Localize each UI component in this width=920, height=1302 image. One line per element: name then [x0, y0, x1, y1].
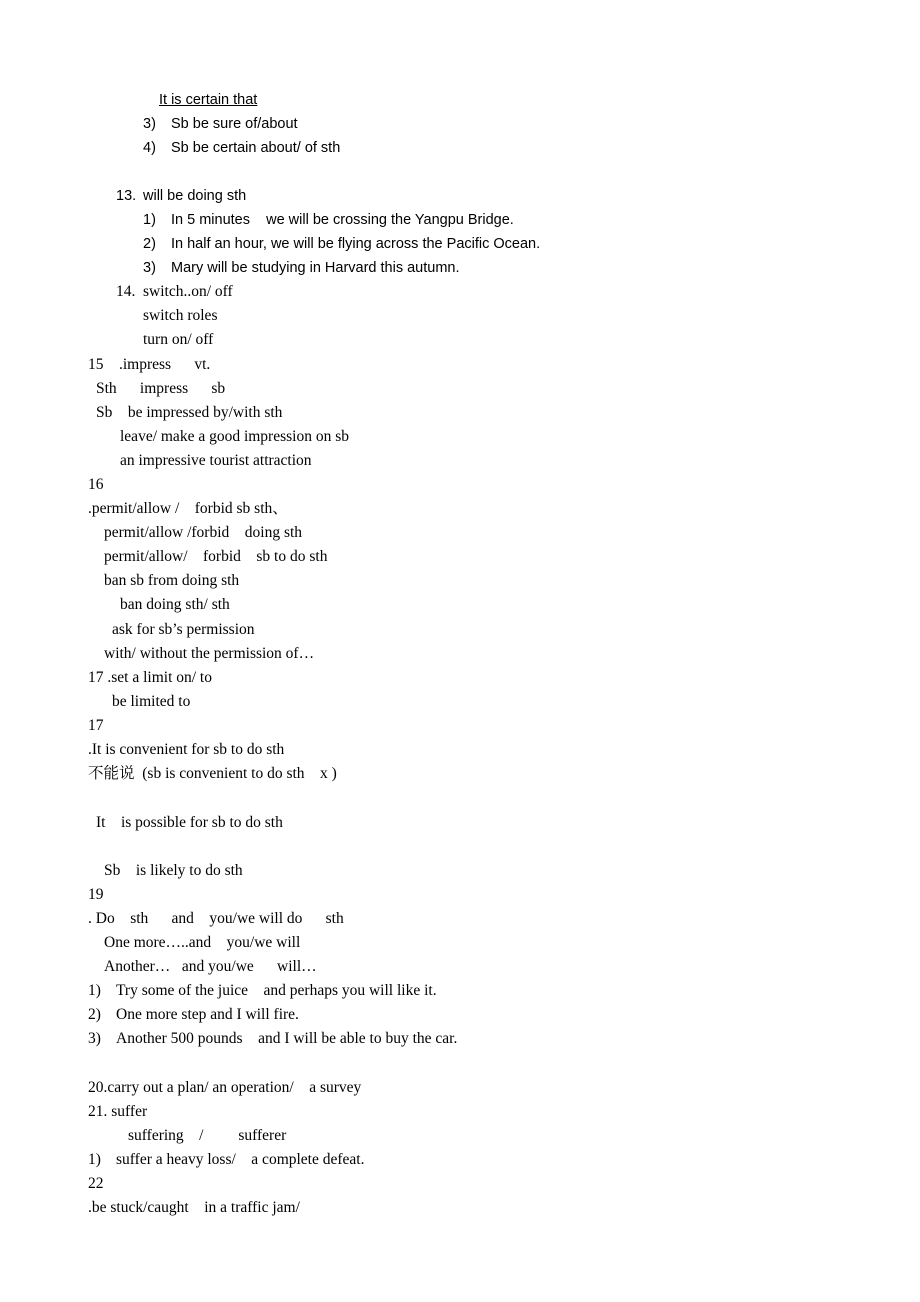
list-number: 1) — [88, 982, 101, 999]
text-line: One more…..and you/we will — [104, 934, 301, 951]
section-title: 21. suffer — [88, 1103, 148, 1120]
section-number: 22 — [88, 1175, 104, 1192]
list-item: Sb be certain about/ of sth — [171, 140, 341, 156]
list-number: 3) — [143, 260, 156, 276]
list-number: 1) — [88, 1151, 101, 1168]
text-line: permit/allow/ forbid sb to do sth — [104, 548, 328, 565]
section-number: 14. — [116, 283, 136, 300]
list-number: 3) — [88, 1030, 101, 1047]
list-item: One more step and I will fire. — [116, 1006, 299, 1023]
list-number: 1) — [143, 212, 156, 228]
text-line: It is possible for sb to do sth — [96, 814, 283, 831]
text-line: ask for sb’s permission — [112, 621, 255, 638]
list-number: 4) — [143, 140, 156, 156]
text-line: with/ without the permission of… — [104, 645, 315, 662]
text-line: be limited to — [112, 693, 191, 710]
section-title: .It is convenient for sb to do sth — [88, 741, 285, 758]
list-item: Try some of the juice and perhaps you will like it. — [116, 982, 437, 999]
list-item: Sb be sure of/about — [171, 116, 298, 132]
section-title: .permit/allow / forbid sb sth、 — [88, 500, 288, 517]
text-line: Sth impress sb — [96, 380, 226, 397]
section-number: 16 — [88, 476, 104, 493]
list-item: suffer a heavy loss/ a complete defeat. — [116, 1151, 365, 1168]
text-line: Sb is likely to do sth — [104, 862, 243, 879]
heading-it-is-certain: It is certain that — [159, 92, 258, 108]
section-number: 17 — [88, 717, 104, 734]
text-line: switch roles — [143, 307, 218, 324]
list-number: 3) — [143, 116, 156, 132]
text-line: leave/ make a good impression on sb — [120, 428, 350, 445]
section-title: .be stuck/caught in a traffic jam/ — [88, 1199, 300, 1216]
text-line: turn on/ off — [143, 331, 214, 348]
text-line: Another… and you/we will… — [104, 958, 317, 975]
text-line: ban doing sth/ sth — [120, 596, 230, 613]
section-title: 20.carry out a plan/ an operation/ a survey — [88, 1079, 362, 1096]
list-item: In 5 minutes we will be crossing the Yangpu Bridge. — [171, 212, 514, 228]
section-title: will be doing sth — [143, 188, 247, 204]
list-item: Mary will be studying in Harvard this autumn. — [171, 260, 460, 276]
section-title: . Do sth and you/we will do sth — [88, 910, 344, 927]
section-title: 15 .impress vt. — [88, 356, 211, 373]
text-line: permit/allow /forbid doing sth — [104, 524, 303, 541]
list-number: 2) — [143, 236, 156, 252]
list-item: In half an hour, we will be flying across the Pacific Ocean. — [171, 236, 541, 252]
list-item: Another 500 pounds and I will be able to buy the car. — [116, 1030, 458, 1047]
section-title: switch..on/ off — [143, 283, 233, 300]
list-number: 2) — [88, 1006, 101, 1023]
text-line: suffering / sufferer — [128, 1127, 287, 1144]
section-title: 17 .set a limit on/ to — [88, 669, 212, 686]
section-number: 19 — [88, 886, 104, 903]
text-line: Sb be impressed by/with sth — [96, 404, 283, 421]
section-number: 13. — [116, 188, 137, 204]
text-line: 不能说 (sb is convenient to do sth x ) — [88, 765, 337, 782]
text-line: ban sb from doing sth — [104, 572, 240, 589]
text-line: an impressive tourist attraction — [120, 452, 312, 469]
